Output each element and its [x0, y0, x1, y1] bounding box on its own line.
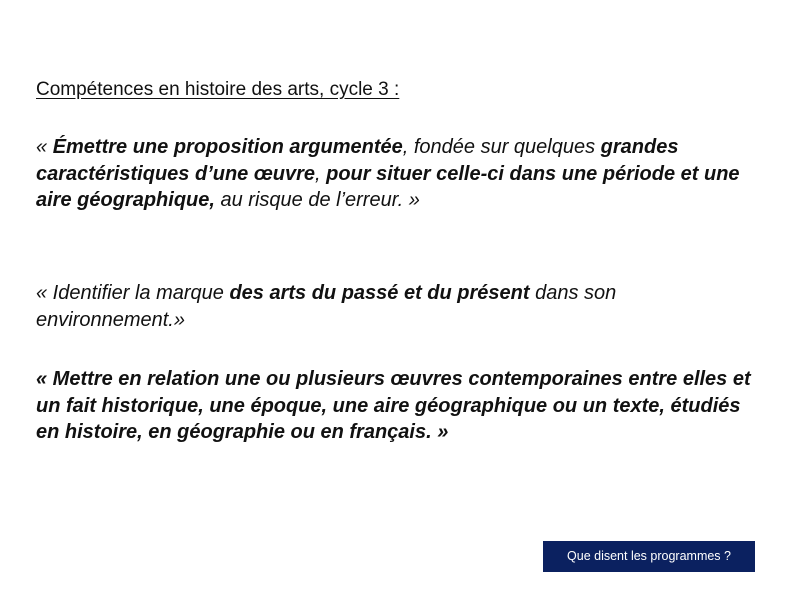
- emphasis-text: des arts du passé et du présent: [229, 282, 530, 304]
- competence-paragraph-2: [36, 280, 756, 333]
- quote-open: «: [36, 136, 53, 158]
- body-text: « Identifier la marque: [36, 282, 230, 304]
- competence-paragraph-3: « Mettre en relation une ou plusieurs œuvres contemporaines entre elles et un fait historique, une époque, une aire géographique ou un texte, étudiés en histoire, en géographie ou en français. »: [36, 368, 751, 443]
- body-text: au risque de l’erreur. »: [214, 189, 420, 211]
- emphasis-text: grandes caractéristiques d’une œuvre: [36, 136, 679, 185]
- programmes-button[interactable]: Que disent les programmes ?: [543, 541, 755, 572]
- emphasis-text: Émettre une proposition argumentée: [52, 136, 403, 158]
- body-text: , fondée sur quelques: [402, 136, 601, 158]
- body-text: dans son environnement.»: [36, 282, 617, 331]
- slide-heading: Compétences en histoire des arts, cycle 3 :: [36, 79, 400, 100]
- body-text: ,: [314, 162, 327, 185]
- competence-paragraph-1: [36, 134, 756, 214]
- emphasis-text: pour situer celle-ci dans une période et une aire géographique,: [36, 162, 740, 211]
